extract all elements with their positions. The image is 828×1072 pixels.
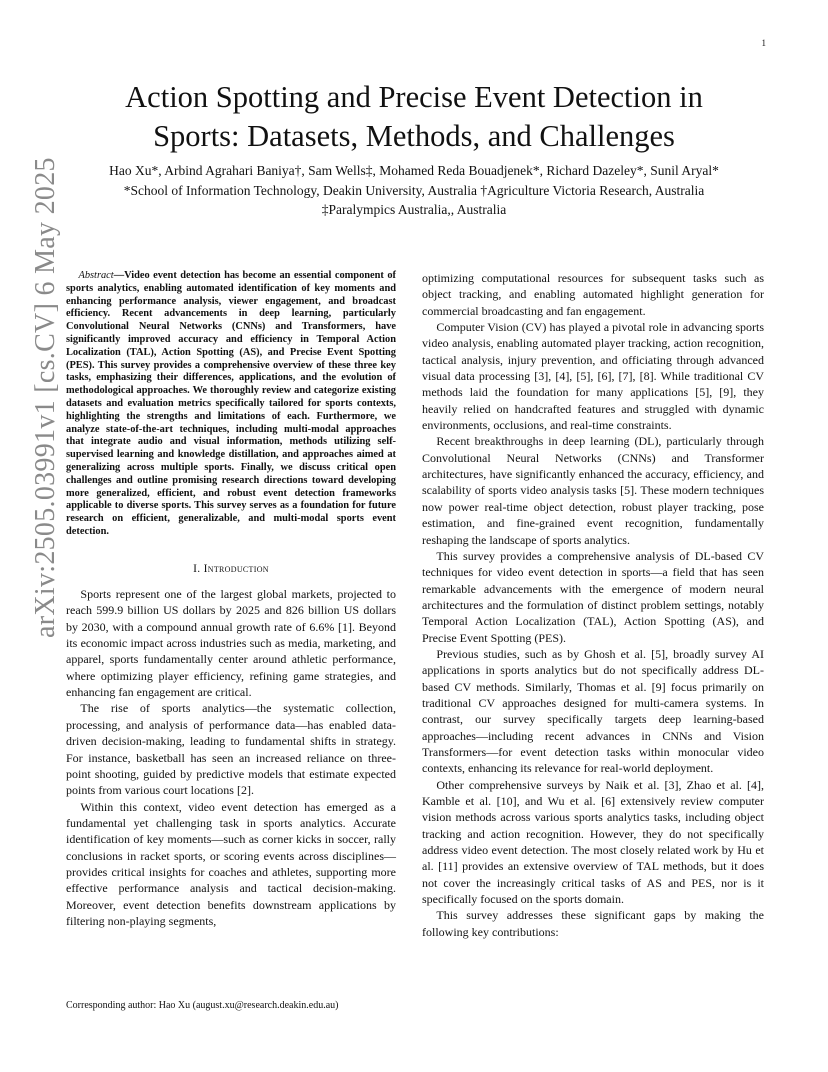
paper-title [60,78,768,156]
abstract-text: —Video event detection has become an essential component of sports analytics, enabling automated identification of key moments and enhancing performance analysis, viewer engagement, and broadcast efficiency. Recent advancements in deep learning, particularly Convolutional Neural Networks (CNNs) and Transformers, have significantly improved accuracy and efficiency in Temporal Action Localization (TAL), Action Spotting (AS), and Precise Event Spotting (PES). This survey provides a comprehensive overview of these three key tasks, emphasizing their differences, applications, and the evolution of methodological approaches. We thoroughly review and categorize existing datasets and evaluation metrics specifically tailored for sports contexts, highlighting the strengths and limitations of each. Furthermore, we analyze state-of-the-art techniques, including multi-modal approaches that integrate audio and visual information, methods utilizing self-supervised learning and knowledge distillation, and approaches aimed at generalizing across multiple sports. Finally, we discuss critical open challenges and outline promising research directions toward developing more generalized, efficient, and robust event detection frameworks applicable to diverse sports. This survey serves as a foundation for future research on efficient, generalizable, and multi-modal sports event detection. [66,270,396,537]
intro-paragraph-7: Previous studies, such as by Ghosh et al. [5], broadly survey AI applications in sports analytics but do not specifically address DL-based CV methods. Similarly, Thomas et al. [9] focus primarily on traditional CV approaches designed for multi-camera systems. In contrast, our survey specifically targets deep learning-based approaches—including recent advances in CNNs and Vision Transformers—for event detection tasks within monocular video contexts, enhancing its relevance for real-world deployment. [422,646,764,776]
section-heading [66,561,396,577]
arxiv-identifier: arXiv:2505.03991v1 [cs.CV] 6 May 2025 [30,157,61,638]
intro-paragraph-9: This survey addresses these significant gaps by making the following key contributions: [422,908,764,939]
section-title: Introduction [203,562,269,575]
author-block [40,161,788,220]
abstract [66,270,396,539]
title-line-2: Sports: Datasets, Methods, and Challenges [153,119,675,153]
intro-paragraph-6: This survey provides a comprehensive analysis of DL-based CV techniques for video event detection in sports—a field that has seen remarkable advancements with the emergence of modern neural architectures and the formulation of distinct problem settings, notably Temporal Action Localization (TAL), Action Spotting (AS), and Precise Event Spotting (PES). [422,548,764,645]
title-line-1: Action Spotting and Precise Event Detection in [125,80,703,114]
intro-paragraph-3: Within this context, video event detection has emerged as a fundamental yet challenging task in sports analytics. Accurate identification of key moments—such as corner kicks in soccer, rally conclusions in racket sports, or scoring events across disciplines—provides critical insights for coaches and athletes, supporting more effective performance analysis and tactical decision-making. Moreover, event detection benefits downstream applications by filtering non-playing segments, [66,799,396,928]
intro-paragraph-5: Recent breakthroughs in deep learning (DL), particularly through Convolutional Neural Networks (CNNs) and Transformer architectures, have significantly enhanced the accuracy, efficiency, and scalability of sports video analysis tasks [5]. These modern techniques now power real-time object detection, robust player tracking, pose estimation, and fine-grained event recognition, fundamentally reshaping the landscape of sports analytics. [422,434,764,547]
intro-paragraph-2: The rise of sports analytics—the systematic collection, processing, and analysis of performance data—has enabled data-driven decision-making, leading to fundamental shifts in strategy. For instance, basketball has seen an increased reliance on three-point shooting, guided by predictive models that estimate expected points from various court locations [2]. [66,701,396,798]
right-column [422,270,764,940]
page-number: 1 [761,38,766,48]
intro-paragraph-continued: optimizing computational resources for subsequent tasks such as object tracking, and enabling automated highlight generation for commercial broadcasting and fan engagement. [422,271,764,318]
corresponding-author-footnote: Corresponding author: Hao Xu (august.xu@research.deakin.edu.au) [66,1000,339,1011]
intro-paragraph-4: Computer Vision (CV) has played a pivotal role in advancing sports video analysis, enabling automated player tracking, action recognition, tactical analysis, injury prevention, and officiating through advanced visual data processing [3], [4], [5], [6], [7], [8]. While traditional CV methods laid the foundation for many applications [5], [9], they heavily relied on handcrafted features and struggled with dynamic environments, occlusions, and real-time constraints. [422,320,764,433]
affiliation-line-2: ‡Paralympics Australia,, Australia [321,202,507,217]
section-number: I. [193,562,201,575]
affiliation-line-1: *School of Information Technology, Deakin University, Australia †Agriculture Victoria Research, Australia [123,182,705,198]
intro-paragraph-1: Sports represent one of the largest global markets, projected to reach 599.9 billion US dollars by 2025 and 826 billion US dollars by 2030, with a compound annual growth rate of 6.6% [1]. Beyond its economic impact across industries such as media, marketing, and apparel, sports fundamentally center around athletic performance, where optimizing player efficiency, refining game strategies, and enhancing fan engagement are critical. [66,587,396,700]
intro-paragraph-8: Other comprehensive surveys by Naik et al. [3], Zhao et al. [4], Kamble et al. [10], and Wu et al. [6] extensively review computer vision methods across various sports analytics tasks, including object tracking and action recognition. However, they do not specifically address video event detection. The most closely related work by Hu et al. [11] provides an extensive overview of TAL methods, but it does not cover the increasingly critical tasks of AS and PES, nor is it specifically focused on the sports domain. [422,777,764,907]
author-list: Hao Xu*, Arbind Agrahari Baniya†, Sam Wells‡, Mohamed Reda Bouadjenek*, Richard Dazeley*, Sunil Aryal* [109,163,719,178]
abstract-label: Abstract [78,270,114,281]
left-column [66,270,396,929]
